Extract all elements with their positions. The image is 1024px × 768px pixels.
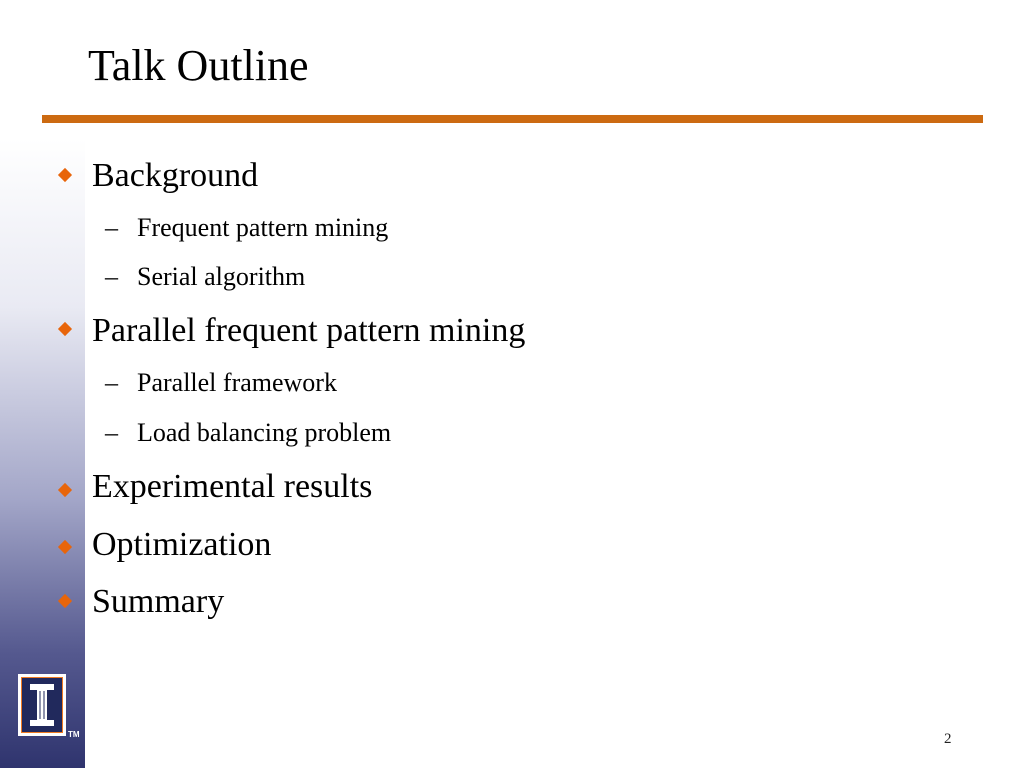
sub-bullet-text: Frequent pattern mining bbox=[137, 213, 389, 242]
sub-bullet-text: Parallel framework bbox=[137, 368, 337, 397]
sub-bullet-load-balancing-problem bbox=[105, 417, 391, 449]
sub-bullet-serial-algorithm bbox=[105, 261, 305, 293]
diamond-bullet-icon bbox=[58, 594, 72, 608]
diamond-bullet-icon bbox=[58, 483, 72, 497]
bullet-summary: Summary bbox=[92, 583, 225, 620]
bullet-parallel-frequent-pattern-mining: Parallel frequent pattern mining bbox=[92, 312, 526, 349]
logo-frame bbox=[21, 677, 63, 733]
diamond-bullet-icon bbox=[58, 168, 72, 182]
sub-bullet-text: Load balancing problem bbox=[137, 418, 392, 447]
dash-marker: – bbox=[105, 368, 118, 397]
sub-bullet-frequent-pattern-mining bbox=[105, 212, 388, 244]
diamond-bullet-icon bbox=[58, 540, 72, 554]
diamond-bullet-icon bbox=[58, 322, 72, 336]
dash-marker: – bbox=[105, 262, 118, 291]
trademark-label: TM bbox=[68, 730, 80, 739]
dash-marker: – bbox=[105, 213, 118, 242]
page-number: 2 bbox=[944, 731, 952, 747]
bullet-background: Background bbox=[92, 157, 259, 194]
block-i-icon bbox=[22, 678, 62, 732]
sub-bullet-text: Serial algorithm bbox=[137, 262, 306, 291]
dash-marker: – bbox=[105, 418, 118, 447]
bullet-experimental-results: Experimental results bbox=[92, 468, 373, 505]
bullet-optimization: Optimization bbox=[92, 526, 272, 563]
university-logo bbox=[18, 674, 66, 736]
sub-bullet-parallel-framework bbox=[105, 367, 337, 399]
slide-title: Talk Outline bbox=[88, 41, 309, 90]
